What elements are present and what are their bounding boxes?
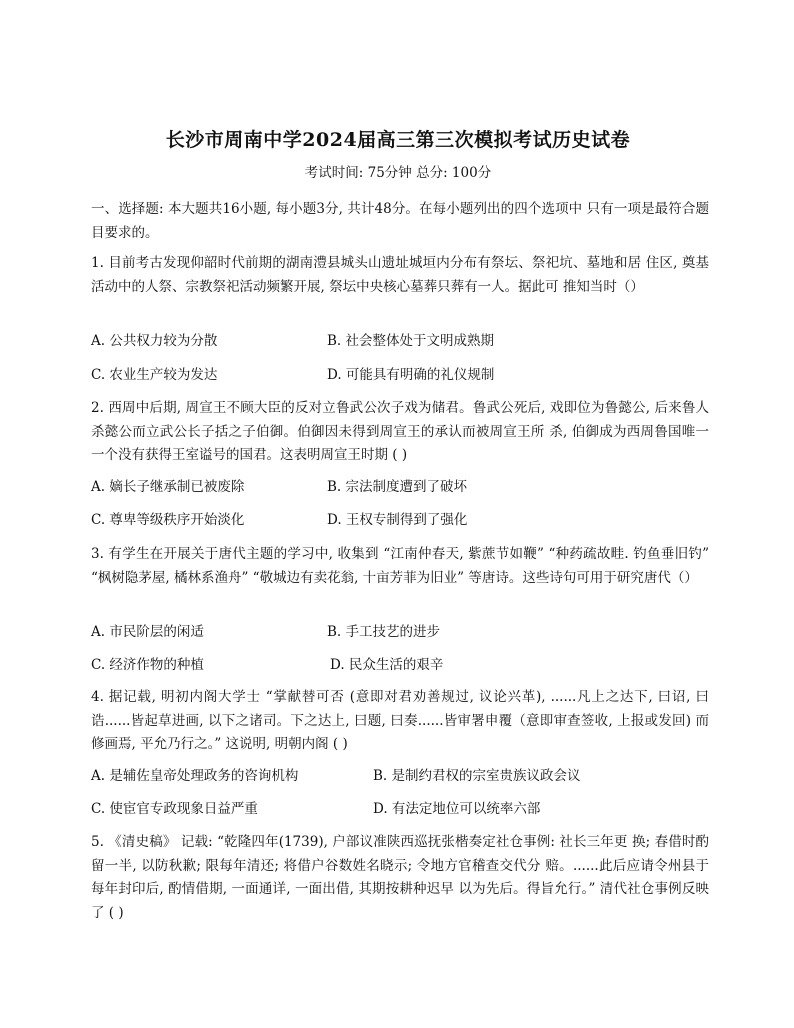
question-3-option-c: C. 经济作物的种植 (91, 657, 204, 673)
question-1-option-a: A. 公共权力较为分散 (91, 333, 218, 349)
question-3-options-row-1 (91, 621, 709, 643)
question-1-options-row-2 (91, 364, 709, 386)
question-2-option-a: A. 嫡长子继承制已被废除 (91, 479, 245, 495)
exam-title: 长沙市周南中学2024届高三第三次模拟考试历史试卷 (165, 129, 631, 151)
question-3-option-d: D. 民众生活的艰辛 (330, 657, 444, 673)
question-2-stem: 2. 西周中后期, 周宣王不顾大臣的反对立鲁武公次子戏为储君。鲁武公死后, 戏即位为鲁懿公, 后来鲁人杀懿公而立武公长子括之子伯御。伯御因未得到周宣王的承认而被周宣王所 杀, 伯御成为西周鲁国唯一一个没有获得王室谥号的国君。这表明周宣王时期 ( ) (91, 400, 709, 463)
question-1-option-c: C. 农业生产较为发达 (91, 367, 218, 383)
question-4-stem: 4. 据记载, 明初内阁大学士 “掌献替可否 (意即对君劝善规过, 议论兴革), ......凡上之达下, 曰诏, 曰诰......皆起草进画, 以下之诸司。下之达上, 曰题, 曰奏......皆审署申覆（意即审查签收, 上报或发回) 而修画焉, 平允乃行之。” 这说明, 明朝内阁 ( ) (91, 689, 709, 752)
question-3-stem: 3. 有学生在开展关于唐代主题的学习中, 收集到 “江南仲春天, 紫蔗节如鞭” “种药疏故畦. 钓鱼垂旧钓” “枫树隐茅屋, 橘林系渔舟” “敬城边有卖花翁, 十亩芳菲为旧业” 等唐诗。这些诗句可用于研究唐代（） (91, 546, 709, 586)
question-4-option-c: C. 使宦官专政现象日益严重 (91, 801, 258, 817)
question-2-options-row-2 (91, 509, 709, 531)
question-3-options-row-2 (91, 654, 709, 676)
question-4-options-row-2 (91, 798, 709, 820)
question-1-options-row-1 (91, 330, 709, 352)
question-1-stem: 1. 目前考古发现仰韶时代前期的湖南澧县城头山遗址城垣内分布有祭坛、祭祀坑、墓地和居 住区, 奠基活动中的人祭、宗教祭祀活动频繁开展, 祭坛中央核心墓葬只葬有一人。据此可 推知当时（） (91, 255, 709, 295)
question-1-option-b: B. 社会整体处于文明成熟期 (327, 333, 495, 349)
question-2-options-row-1 (91, 476, 709, 498)
question-2-option-d: D. 王权专制得到了强化 (327, 512, 468, 528)
question-2-option-c: C. 尊卑等级秩序开始淡化 (91, 512, 245, 528)
question-4-option-a: A. 是辅佐皇帝处理政务的咨询机构 (91, 768, 299, 784)
question-5-stem: 5. 《清史稿》 记载: “乾隆四年(1739), 户部议准陕西巡抚张楷奏定社仓事例: 社长三年更 换; 春借时酌留一半, 以防秋歉; 限每年清还; 将借户谷数姓名晓示; 令地方官稽查交代分 赔。......此后应请令州县于每年封印后, 酌情借期, 一面通详, 一面出借, 其期按耕种迟早 以为先后。得旨允行。” 清代社仓事例反映了 ( ) (91, 834, 709, 921)
question-4-option-d: D. 有法定地位可以统率六部 (373, 801, 541, 817)
section-intro: 一、选择题: 本大题共16小题, 每小题3分, 共计48分。在每小题列出的四个选项中 只有一项是最符合题目要求的。 (91, 201, 709, 241)
question-3-option-a: A. 市民阶层的闲适 (91, 624, 204, 640)
question-4-options-row-1 (91, 765, 709, 787)
question-3-option-b: B. 手工技艺的进步 (327, 624, 441, 640)
question-1-option-d: D. 可能具有明确的礼仪规制 (327, 367, 495, 383)
question-4-option-b: B. 是制约君权的宗室贵族议政会议 (373, 768, 581, 784)
question-2-option-b: B. 宗法制度遭到了破坏 (327, 479, 468, 495)
exam-info: 考试时间: 75分钟 总分: 100分 (304, 165, 492, 181)
